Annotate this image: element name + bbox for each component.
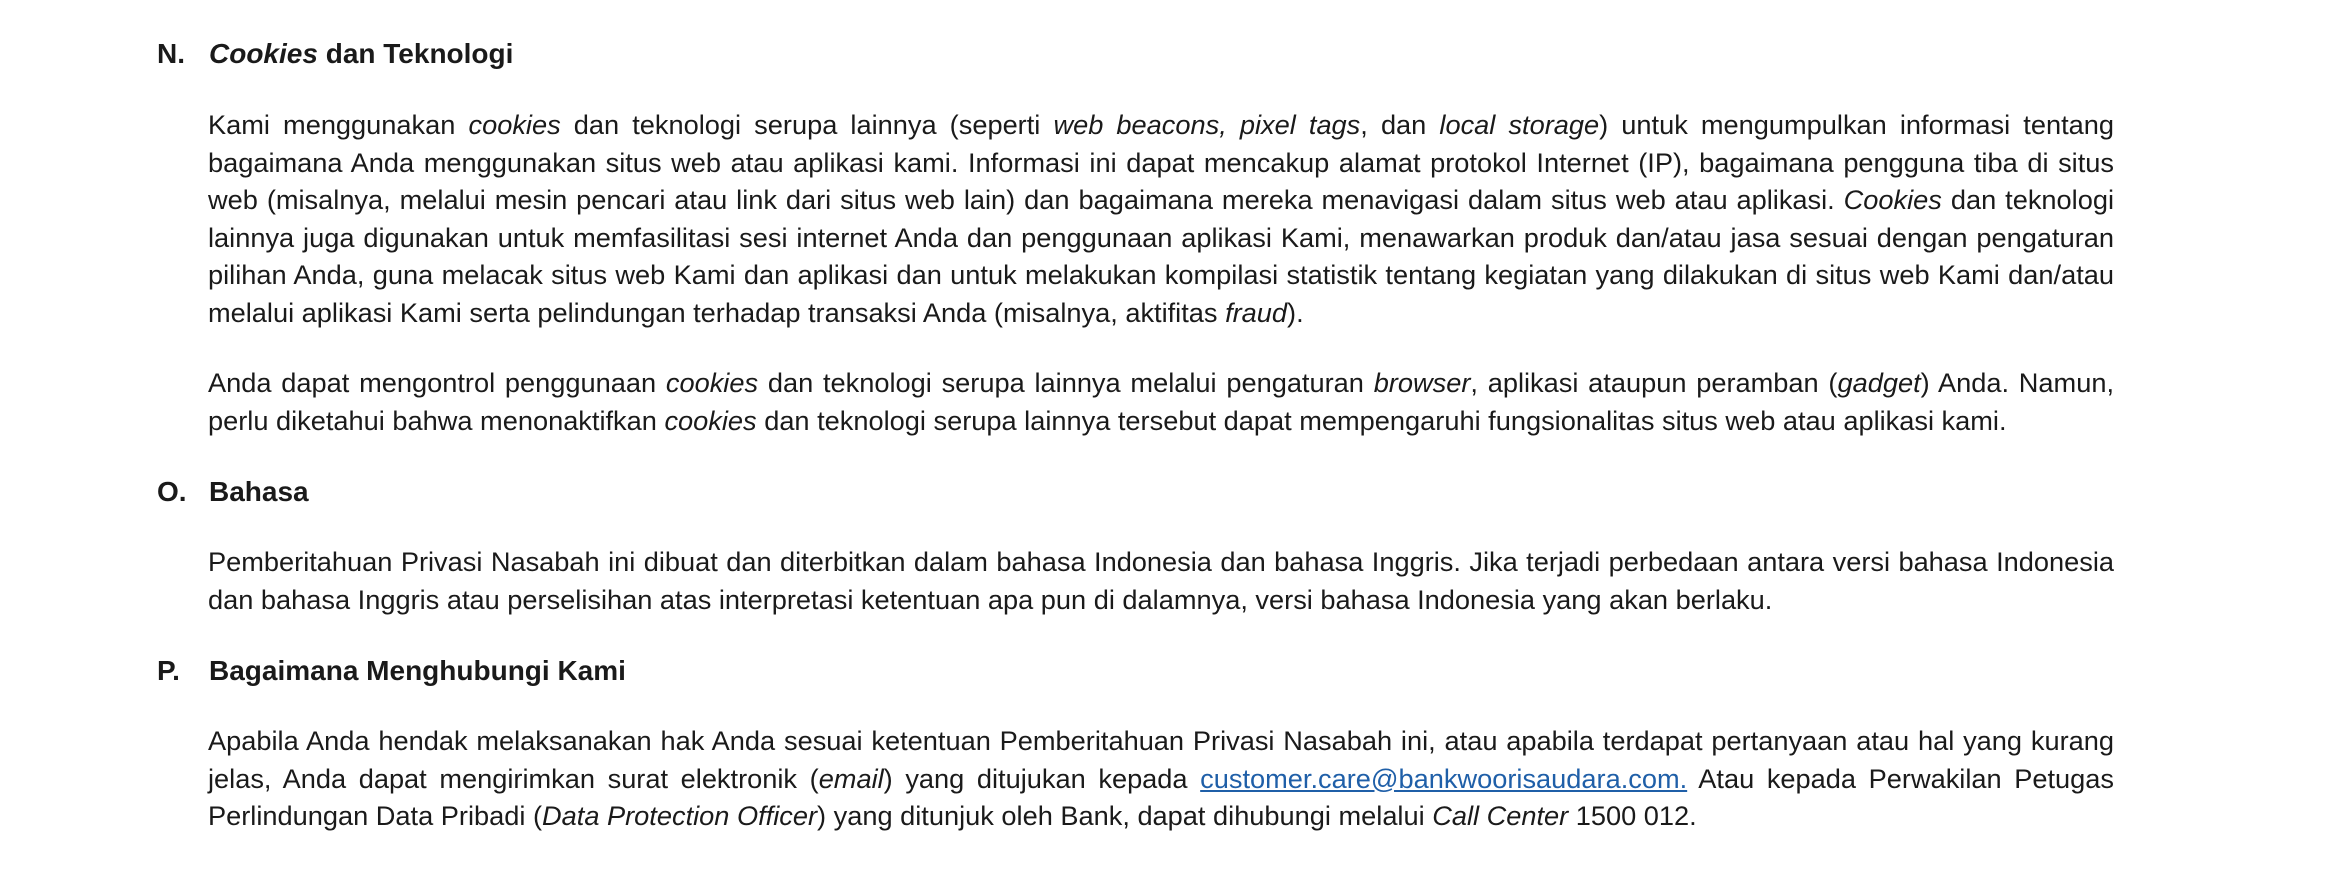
section-n-title-italic: Cookies <box>209 38 318 69</box>
text-run: Kami menggunakan <box>208 109 469 140</box>
section-n-paragraph-1 <box>208 106 2114 331</box>
section-p-letter: P. <box>157 655 180 686</box>
italic-run: cookies <box>468 109 561 140</box>
text-run: ) yang ditunjuk oleh Bank, dapat dihubungi melalui <box>817 800 1433 831</box>
section-n-title <box>209 36 513 72</box>
section-n-letter: N. <box>157 38 185 69</box>
italic-run: fraud <box>1225 296 1288 328</box>
italic-run: web beacons, pixel tags <box>1053 109 1361 140</box>
text-run: dan teknologi serupa lainnya (seperti <box>560 109 1054 140</box>
text-run: dan teknologi serupa lainnya tersebut dapat mempengaruhi fungsionalitas situs web atau aplikasi kami. <box>756 404 2007 436</box>
text-run: Anda dapat mengontrol penggunaan <box>208 367 666 398</box>
text-run: , dan <box>1360 109 1440 140</box>
section-p-title: Bagaimana Menghubungi Kami <box>209 655 626 686</box>
text-run: dan teknologi serupa lainnya melalui pengaturan <box>758 367 1374 398</box>
italic-run: email <box>818 762 884 794</box>
italic-run: Data Protection Officer <box>542 800 818 831</box>
text-run: ) yang ditujukan kepada <box>883 762 1201 794</box>
text-run: dan teknologi lainnya juga digunakan untuk memfasilitasi sesi internet Anda dan penggunaan aplikasi Kami, menawarkan produk dan/atau jasa sesuai dengan pengaturan pilihan Anda, guna melacak situs web Kami dan aplikasi dan untuk melakukan kompilasi statistik tentang kegiatan yang dilakukan di situs web Kami dan/atau melalui aplikasi Kami serta pelindungan terhadap transaksi Anda (misalnya, aktifitas <box>208 184 2114 328</box>
section-o-title: Bahasa <box>209 476 309 507</box>
customer-care-email-link[interactable]: customer.care@bankwoorisaudara.com. <box>1200 762 1688 794</box>
section-n-title-rest: dan Teknologi <box>317 38 514 69</box>
text-run: 1500 012. <box>1568 800 1697 831</box>
text-run: ). <box>1287 296 1304 328</box>
italic-run: cookies <box>665 367 759 398</box>
text-run: ) Anda. Namun, perlu diketahui bahwa menonaktifkan <box>208 367 2114 436</box>
section-p-heading <box>157 653 626 689</box>
section-o-paragraph: Pemberitahuan Privasi Nasabah ini dibuat dan diterbitkan dalam bahasa Indonesia dan bahasa Inggris. Jika terjadi perbedaan antara versi bahasa Indonesia dan bahasa Inggris atau perselisihan atas interpretasi ketentuan apa pun di dalamnya, versi bahasa Indonesia yang akan berlaku. <box>208 546 2114 615</box>
italic-run: gadget <box>1837 367 1921 398</box>
italic-run: browser <box>1373 367 1471 398</box>
text-run: Apabila Anda hendak melaksanakan hak Anda sesuai ketentuan Pemberitahuan Privasi Nasabah ini, atau apabila terdapat pertanyaan atau hal yang kurang jelas, Anda dapat mengirimkan surat elektronik ( <box>208 725 2114 794</box>
text-run: ) untuk mengumpulkan informasi tentang bagaimana Anda menggunakan situs web atau aplikasi kami. Informasi ini dapat mencakup alamat protokol Internet (IP), bagaimana pengguna tiba di situs web (misalnya, melalui mesin pencari atau link dari situs web lain) dan bagaimana mereka menavigasi dalam situs web atau aplikasi. <box>208 109 2115 215</box>
section-o-heading <box>157 474 309 510</box>
section-o-letter: O. <box>157 476 187 507</box>
italic-run: Cookies <box>1843 184 1942 215</box>
section-n-heading <box>157 36 513 72</box>
text-run: Atau kepada Perwakilan Petugas Perlindungan Data Pribadi ( <box>208 762 2115 831</box>
section-p-paragraph <box>208 722 2114 835</box>
text-run: , aplikasi ataupun peramban ( <box>1470 367 1838 398</box>
italic-run: local storage <box>1439 109 1600 140</box>
section-n-paragraph-2 <box>208 364 2114 439</box>
italic-run: cookies <box>664 404 757 436</box>
italic-run: Call Center <box>1432 800 1569 831</box>
